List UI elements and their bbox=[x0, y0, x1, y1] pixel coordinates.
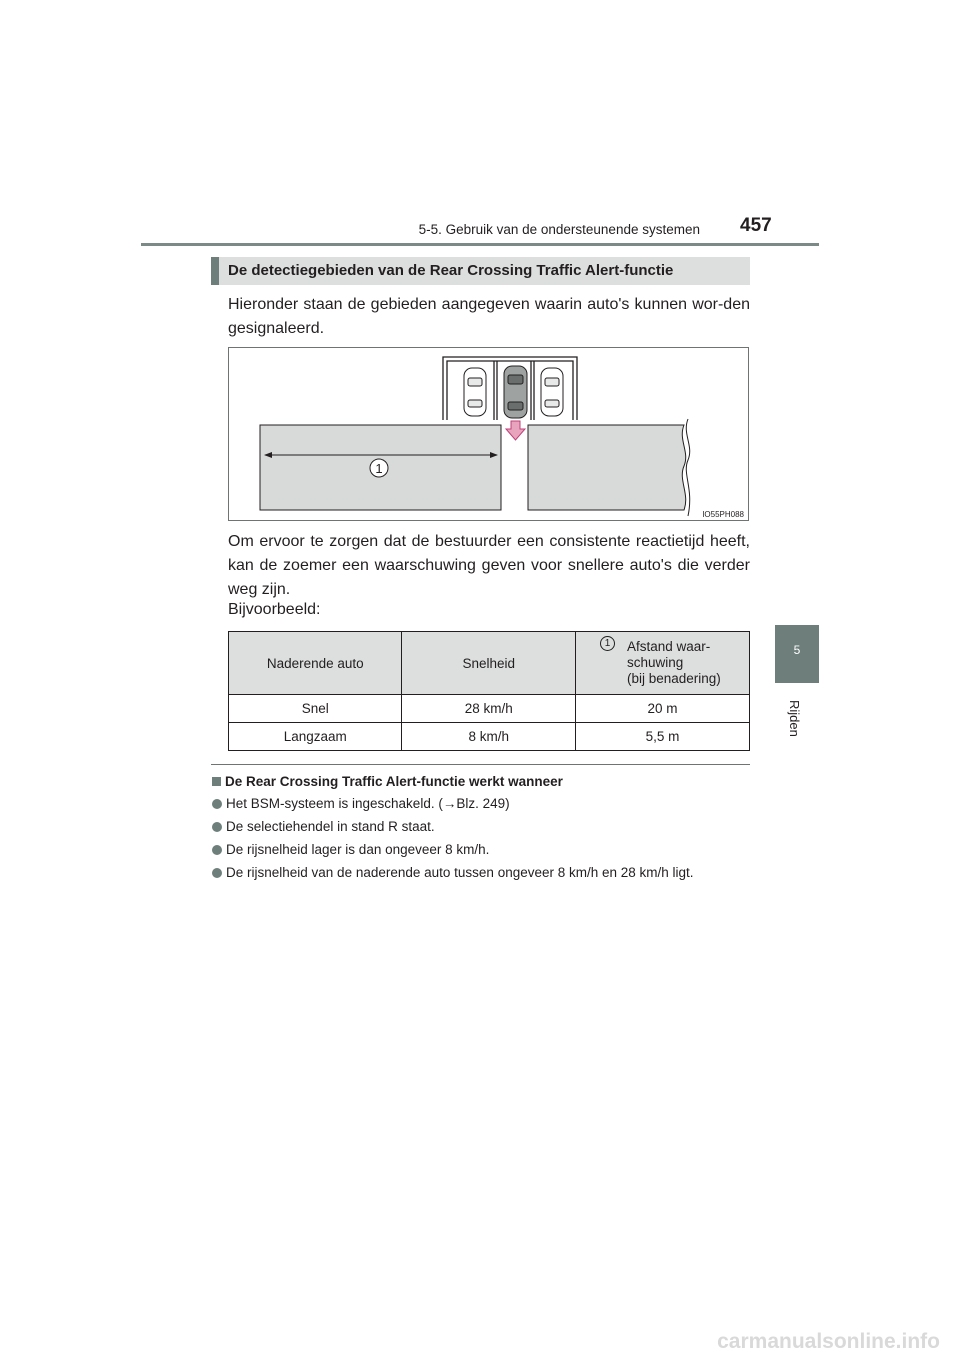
page-number: 457 bbox=[740, 215, 772, 236]
header3-line: (bij benadering) bbox=[626, 671, 721, 686]
callout-number: 1 bbox=[375, 461, 383, 476]
conditions-heading-text: De Rear Crossing Traffic Alert-functie werkt wanneer bbox=[225, 774, 563, 789]
table-cell: 8 km/h bbox=[402, 723, 575, 751]
table-cell: 20 m bbox=[575, 695, 749, 723]
detection-area-figure bbox=[228, 347, 749, 521]
detection-area-right bbox=[528, 425, 686, 510]
warning-distance-table bbox=[228, 631, 750, 751]
table-cell: 28 km/h bbox=[402, 695, 575, 723]
example-label: Bijvoorbeeld: bbox=[228, 601, 321, 618]
conditions-heading bbox=[212, 774, 563, 789]
table-cell: 5,5 m bbox=[575, 723, 749, 751]
table-row bbox=[229, 723, 750, 751]
reversing-car bbox=[504, 366, 527, 418]
square-bullet-icon bbox=[212, 777, 221, 786]
detection-area-illustration bbox=[229, 348, 748, 520]
list-item bbox=[212, 864, 752, 881]
list-item-text: De rijsnelheid van de naderende auto tussen ongeveer 8 km/h en 28 km/h ligt. bbox=[226, 865, 694, 880]
watermark: carmanualsonline.info bbox=[717, 1330, 940, 1353]
list-item-text: De rijsnelheid lager is dan ongeveer 8 km/h. bbox=[226, 842, 490, 857]
chapter-label-text: Rijden bbox=[787, 700, 802, 737]
heading-accent-bar bbox=[211, 257, 219, 285]
header3-line: schuwing bbox=[626, 655, 684, 670]
chapter-label bbox=[775, 700, 819, 760]
list-item bbox=[212, 795, 752, 812]
reverse-direction-arrow bbox=[506, 421, 525, 440]
list-item-text: De selectiehendel in stand R staat. bbox=[226, 819, 435, 834]
header-approaching-car: Naderende auto bbox=[229, 632, 402, 695]
table-header-row bbox=[229, 632, 750, 695]
parked-car-left bbox=[464, 368, 486, 416]
header-speed: Snelheid bbox=[402, 632, 575, 695]
list-item bbox=[212, 818, 752, 835]
detail-paragraph: Om ervoor te zorgen dat de bestuurder een consistente reactietijd heeft, kan de zoemer een waarschuwing geven voor snellere auto's die verder weg zijn. bbox=[228, 533, 750, 598]
figure-code: IO55PH088 bbox=[702, 510, 744, 519]
table-row bbox=[229, 695, 750, 723]
header-warning-distance bbox=[575, 632, 749, 695]
bullet-dot-icon bbox=[212, 868, 222, 878]
header-callout: 1 bbox=[600, 636, 615, 651]
header-rule bbox=[141, 243, 819, 246]
section-heading bbox=[211, 257, 750, 285]
running-header: 5-5. Gebruik van de ondersteunende systemen bbox=[418, 222, 700, 237]
chapter-tab[interactable] bbox=[775, 625, 819, 683]
intro-paragraph: Hieronder staan de gebieden aangegeven waarin auto's kunnen wor-den gesignaleerd. bbox=[228, 296, 750, 337]
list-item bbox=[212, 841, 752, 858]
list-item-text: Het BSM-systeem is ingeschakeld. (→Blz. 249) bbox=[226, 796, 510, 811]
parked-car-right bbox=[541, 368, 563, 416]
table-cell: Langzaam bbox=[229, 723, 402, 751]
bullet-dot-icon bbox=[212, 822, 222, 832]
bullet-dot-icon bbox=[212, 799, 222, 809]
chapter-number: 5 bbox=[793, 643, 801, 657]
road-break-mark bbox=[686, 419, 689, 516]
header3-line: Afstand waar- bbox=[626, 639, 711, 654]
bullet-dot-icon bbox=[212, 845, 222, 855]
section-divider bbox=[211, 764, 750, 765]
section-heading-text: De detectiegebieden van de Rear Crossing Traffic Alert-functie bbox=[228, 262, 674, 279]
table-cell: Snel bbox=[229, 695, 402, 723]
